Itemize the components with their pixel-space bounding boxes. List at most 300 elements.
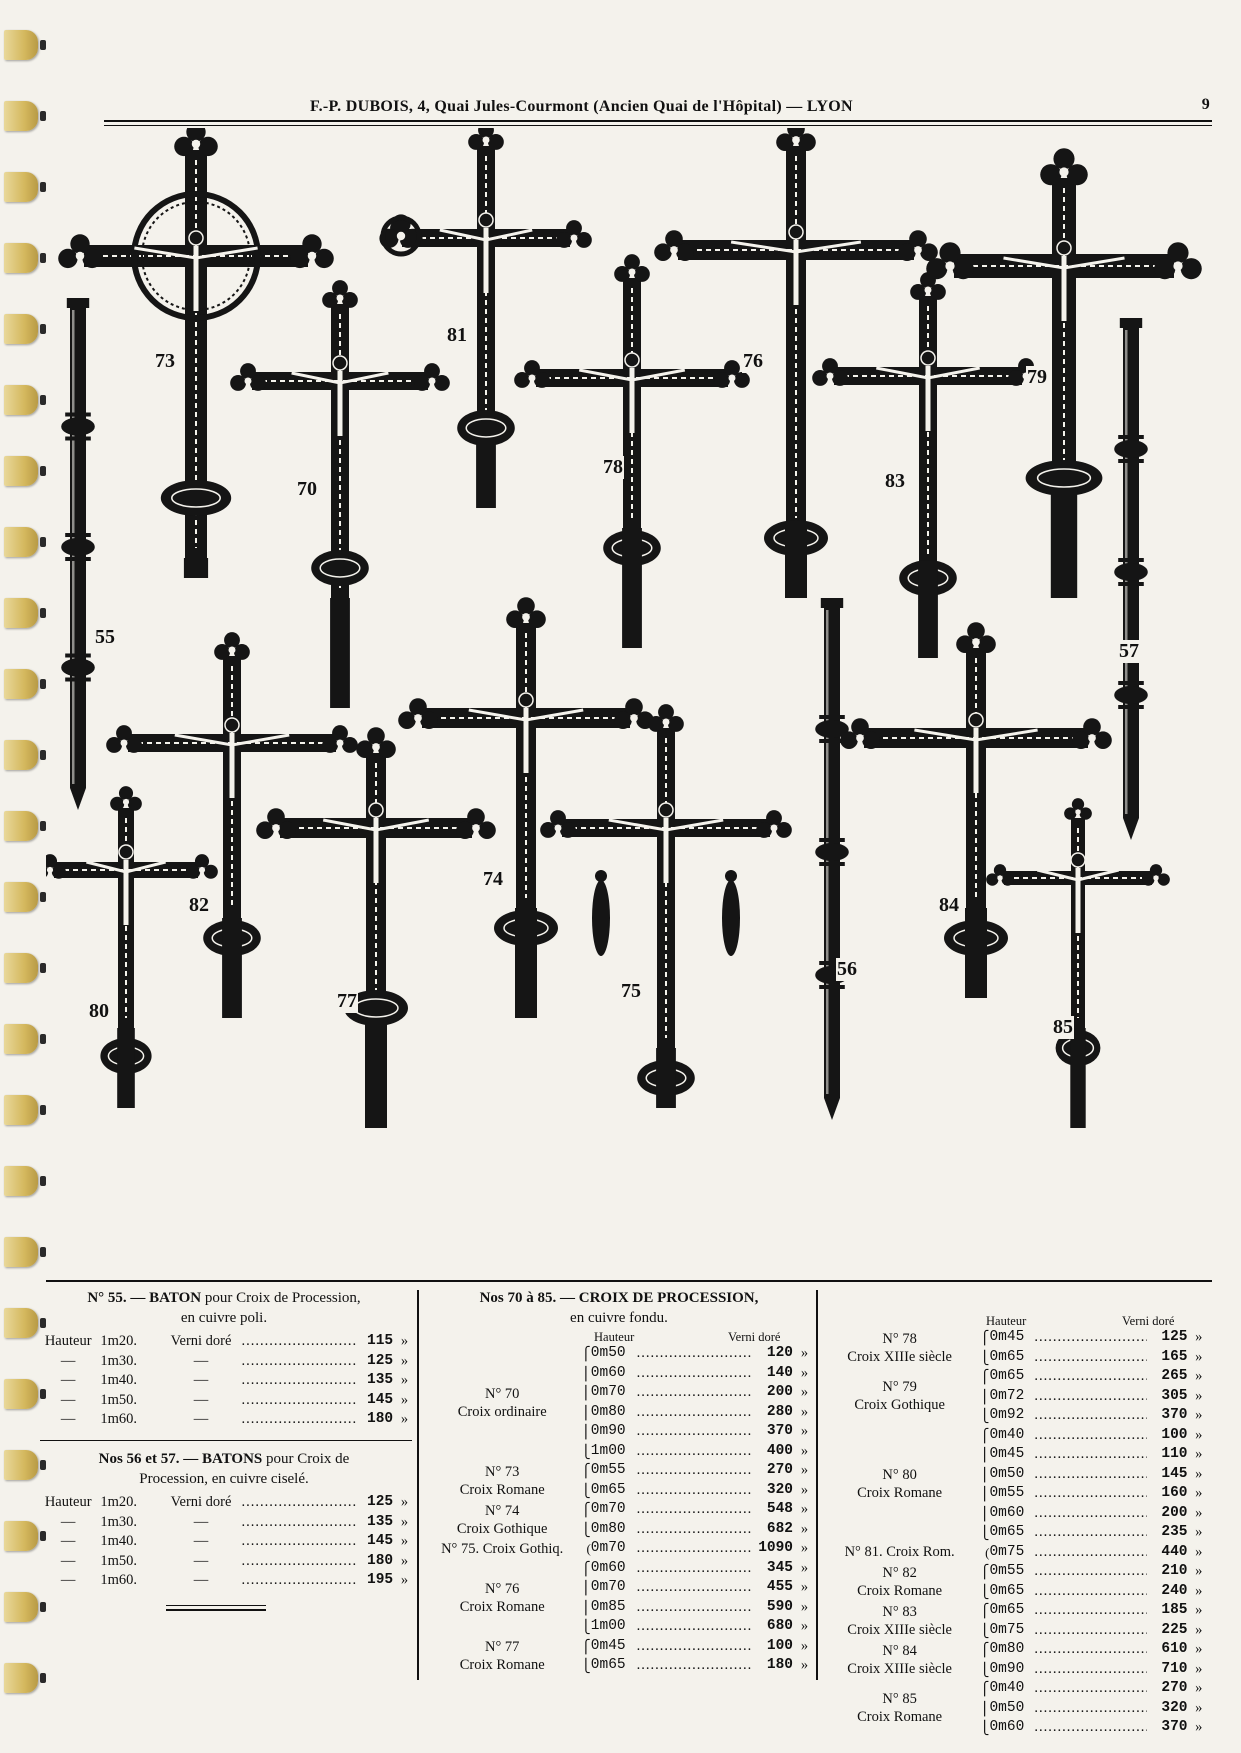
leader-dots [637,1656,752,1676]
brace: ⎪ [979,1700,990,1716]
croix-model-name: N° 80 [882,1467,917,1483]
staff-collar [65,437,91,441]
price-row [36,1532,416,1552]
trefoil-lobe [214,644,230,660]
brace: ⎩ [979,1408,990,1424]
trefoil-lobe [420,711,438,729]
trefoil-lobe [52,865,66,879]
trefoil-lobe [776,133,794,151]
croix-price-row [820,1543,1210,1563]
staff-ferrule [1123,818,1139,840]
trefoil-lobe [812,370,828,386]
binding-ring [4,1095,38,1125]
croix-price-row [820,1367,1210,1387]
batons-cisele-subtitle: Procession, en cuivre ciselé. [139,1471,309,1487]
binding-ring [4,314,38,344]
croix-model-desc: Croix Romane [857,1485,943,1501]
brace: ⎧ [581,1560,591,1576]
trefoil-lobe [356,740,374,758]
croix-unit: » [1195,1680,1203,1697]
brace: ⎪ [581,1404,591,1420]
croix-price: 200 [766,1384,794,1401]
corpus-head [921,351,935,365]
staff-collar [65,678,91,682]
croix-price: 590 [766,1598,794,1615]
croix-unit: » [800,1618,809,1635]
croix-price: 225 [1161,1621,1188,1638]
trefoil-lobe [1158,873,1170,885]
leader-dots [1034,1601,1146,1621]
cross-socket [1051,488,1077,598]
row-unit: » [400,1513,409,1530]
trefoil-lobe [634,266,650,282]
croix-height: 0m45 [989,1329,1025,1346]
croix-height: 0m72 [989,1387,1025,1404]
trefoil-lobe [322,292,338,308]
binding-ring [4,30,38,60]
trefoil-lobe [434,375,450,391]
trefoil-center [856,734,864,742]
brace: ⎩ [979,1720,990,1736]
croix-model-cell [820,1367,979,1426]
staff-collar [1118,582,1144,586]
leader-dots [1034,1406,1146,1426]
row-price: 145 [367,1391,394,1408]
croix-model-desc: Croix XIIIe siècle [847,1348,952,1365]
croix-price: 200 [1161,1504,1188,1521]
trefoil-lobe [840,731,858,749]
croix-column-header [424,1328,814,1344]
cross-socket [117,1028,135,1108]
price-top-rule [46,1280,1212,1282]
trefoil-center [1173,261,1182,270]
row-label: — [60,1572,76,1589]
binding-ring [4,1237,38,1267]
croix-model-name: N° 85 [882,1691,917,1708]
croix-price: 440 [1161,1543,1188,1560]
croix-price: 710 [1161,1660,1188,1677]
croix-unit: » [800,1481,809,1498]
trefoil-lobe [398,711,416,729]
trefoil-lobe [930,284,946,300]
trefoil-lobe [290,249,309,268]
statuette [592,880,610,956]
figure-label-57: 57 [1119,640,1139,662]
brace: ⎧ [581,1638,591,1654]
leader-dots [1034,1621,1146,1641]
leader-dots [1034,1426,1146,1446]
row-price: 115 [367,1333,394,1350]
trefoil-center [192,140,200,148]
croix-price-row [820,1601,1210,1621]
trefoil-center [47,867,53,873]
trefoil-lobe [832,370,848,386]
croix-price: 320 [1161,1699,1188,1716]
trefoil-lobe [256,821,274,839]
figure-label-55: 55 [95,626,115,648]
trefoil-lobe [514,372,530,388]
croix-price: 548 [766,1501,794,1518]
trefoil-lobe [528,610,546,628]
cross-socket [785,528,807,598]
cross-socket [184,558,208,578]
trefoil-lobe [898,243,916,261]
row-height: 1m40. [100,1533,138,1550]
cross-socket [222,918,242,1018]
trefoil-lobe [110,797,124,811]
staff-collar [65,557,91,561]
trefoil-lobe [576,232,592,248]
corpus-head [1071,853,1085,867]
trefoil-lobe [560,822,576,838]
croix-unit: » [800,1384,809,1401]
croix-title [424,1288,814,1308]
trefoil-center [629,269,636,276]
header-rule [104,120,1212,122]
croix-height: 0m50 [989,1465,1025,1482]
col-height-header: Hauteur [594,1330,635,1344]
trefoil-lobe [58,249,77,268]
binding-ring [4,882,38,912]
brace: ⎩ [979,1583,990,1599]
figure-label-81: 81 [447,324,467,346]
row-label: Hauteur [44,1333,92,1350]
brace: ( [586,1541,591,1557]
croix-price-row [424,1539,816,1559]
croix-model-desc: Croix Romane [857,1709,943,1726]
croix-height: 0m60 [590,1559,626,1576]
figure-label-74: 74 [483,868,503,890]
end-double-rule [166,1605,266,1607]
trefoil-lobe [378,740,396,758]
trefoil-lobe [186,865,200,879]
croix-price: 345 [766,1559,794,1576]
croix-model-name: N° 73 [484,1463,520,1480]
croix-height: 0m40 [989,1426,1025,1443]
figure-label-77: 77 [337,990,357,1012]
brace: ⎧ [979,1330,990,1346]
croix-model-name: N° 77 [484,1639,520,1655]
trefoil-lobe [278,821,296,839]
baton-poli-price-table [36,1332,416,1430]
binding-ring [4,101,38,131]
row-finish: — [193,1533,209,1550]
binding-ring [4,1592,38,1622]
column-divider-1 [417,1290,419,1680]
croix-price: 680 [766,1618,794,1635]
croix-price: 400 [766,1442,794,1459]
croix-price: 120 [766,1345,794,1362]
croix-unit: » [800,1442,809,1459]
trefoil-lobe [468,134,484,150]
croix-model-cell [820,1601,979,1640]
trefoil-center [245,378,252,385]
trefoil-center [571,235,578,242]
brace: ⎩ [581,1443,591,1459]
croix-price-table-middle [424,1344,816,1676]
croix-price: 265 [1161,1368,1188,1385]
trefoil-lobe [488,134,504,150]
croix-height: 0m60 [989,1719,1025,1736]
brace: ⎩ [581,1658,591,1674]
leader-dots [242,1493,356,1513]
staff-collar [1118,435,1144,439]
croix-model-desc: Croix XIIIe siècle [847,1660,952,1677]
baton-poli-title-rest: pour Croix de Procession, [201,1290,361,1306]
row-price: 125 [367,1494,394,1511]
trefoil-lobe [614,711,632,729]
figure-label-83: 83 [885,470,905,492]
croix-model-cell [820,1640,979,1679]
croix-model-cell [820,1562,979,1601]
leader-dots [637,1422,752,1442]
trefoil-lobe [734,372,750,388]
corpus-head [225,718,239,732]
column-divider-2 [816,1290,818,1680]
croix-unit: » [800,1637,809,1654]
croix-price-row [424,1461,816,1481]
croix-price: 145 [1161,1465,1188,1482]
trefoil-center [670,246,678,254]
row-unit: » [400,1552,409,1569]
trefoil-center [272,824,280,832]
croix-model-name: N° 79 [882,1379,917,1396]
trefoil-lobe [798,133,816,151]
trefoil-center [1153,875,1158,880]
row-finish: — [193,1411,209,1428]
leader-dots [242,1513,356,1533]
leader-dots [242,1391,356,1411]
binding-ring [4,740,38,770]
croix-subtitle: en cuivre fondu. [570,1310,668,1326]
statuette-head [595,870,607,882]
trefoil-lobe [204,865,218,879]
corpus-head [519,693,533,707]
trefoil-lobe [128,797,142,811]
trefoil-center [76,252,84,260]
trefoil-center [397,232,405,240]
croix-price-row [820,1426,1210,1446]
trefoil-center [229,647,236,654]
trefoil-lobe [174,137,193,156]
brace: ⎪ [581,1365,591,1381]
leader-dots [242,1332,356,1352]
brace: ⎪ [581,1580,591,1596]
staff-ferrule [824,1098,840,1120]
binding-ring [4,811,38,841]
trefoil-lobe [1080,807,1092,819]
binding-hole [40,111,46,121]
corpus-head [369,803,383,817]
staff-collar [1118,705,1144,709]
staff-socket [821,598,843,608]
trefoil-center [997,875,1002,880]
trefoil-lobe [956,635,974,653]
croix-height: 0m65 [989,1368,1025,1385]
trefoil-center [1059,167,1068,176]
staff-collar [819,985,845,989]
cross-socket [656,1048,676,1108]
baton-poli-title-bold: N° 55. — BATON [87,1290,202,1306]
trefoil-lobe [953,258,974,279]
croix-height: 0m55 [590,1462,626,1479]
corpus-head [625,353,639,367]
croix-model-cell [424,1344,580,1461]
croix-price: 305 [1161,1387,1188,1404]
binding-ring [4,1308,38,1338]
corpus-head [479,213,493,227]
row-price: 145 [367,1533,394,1550]
binding-ring [4,1450,38,1480]
row-label: — [60,1513,76,1530]
statuette-head [725,870,737,882]
staff-knot [1114,563,1148,581]
croix-unit: » [800,1403,809,1420]
croix-height: 0m45 [989,1446,1025,1463]
row-height: 1m20. [100,1494,138,1511]
leader-dots [1034,1699,1146,1719]
croix-height: 0m60 [590,1364,626,1381]
brace: ⎪ [581,1385,591,1401]
row-label: — [60,1372,76,1389]
brace: ⎪ [979,1505,990,1521]
brace: ( [985,1544,990,1560]
croix-section-middle [424,1288,814,1676]
croix-unit: » [1195,1602,1203,1619]
cross-socket [622,528,642,648]
croix-price: 180 [766,1657,794,1674]
croix-model-desc: Croix Romane [857,1582,943,1599]
brace: ⎪ [979,1447,990,1463]
batons-cisele-title [36,1449,412,1469]
baton-poli-section [36,1288,412,1611]
leader-dots [242,1532,356,1552]
leader-dots [242,1552,356,1572]
figure-label-79: 79 [1027,366,1047,388]
leader-dots [1034,1543,1146,1563]
price-row [36,1571,416,1591]
croix-price-row [820,1679,1210,1699]
croix-height: 0m45 [590,1637,626,1654]
croix-height: 0m80 [590,1403,626,1420]
cross-socket [918,568,938,658]
croix-price: 100 [1161,1426,1188,1443]
trefoil-lobe [926,258,947,279]
row-price: 135 [367,1513,394,1530]
trefoil-lobe [478,821,496,839]
brace: ⎧ [581,1463,591,1479]
brace: ⎩ [581,1482,591,1498]
staff-collar [819,838,845,842]
statuette [722,880,740,956]
croix-height: 0m92 [989,1407,1025,1424]
croix-model-cell [820,1426,979,1543]
row-height: 1m40. [100,1372,138,1389]
leader-dots [637,1637,752,1657]
trefoil-center [792,136,800,144]
croix-price: 125 [1161,1329,1188,1346]
leader-dots [1034,1504,1146,1524]
trefoil-lobe [1072,731,1090,749]
binding-ring [4,598,38,628]
staff-collar [1118,558,1144,562]
row-unit: » [400,1411,409,1428]
trefoil-center [925,287,932,294]
leader-dots [637,1500,752,1520]
trefoil-lobe [556,232,572,248]
row-finish: — [193,1513,209,1530]
trefoil-lobe [648,716,664,732]
leader-dots [637,1364,752,1384]
staff-collar [1118,681,1144,685]
croix-unit: » [800,1520,809,1537]
croix-price-row [424,1637,816,1657]
croix-price: 210 [1161,1563,1188,1580]
croix-price: 1090 [758,1540,794,1557]
row-height: 1m50. [100,1391,138,1408]
croix-model-cell [424,1559,580,1637]
figure-label-73: 73 [155,350,175,372]
brace: ⎪ [979,1388,990,1404]
croix-height: 0m60 [989,1504,1025,1521]
trefoil-lobe [1002,873,1014,885]
croix-unit: » [1195,1446,1203,1463]
croix-price-row [820,1562,1210,1582]
leader-dots [1034,1523,1146,1543]
leader-dots [242,1352,356,1372]
trefoil-center [121,740,128,747]
croix-height: 0m75 [989,1543,1025,1560]
croix-model-name: N° 76 [484,1580,520,1597]
row-price: 125 [367,1352,394,1369]
row-finish: — [193,1352,209,1369]
croix-model-desc: Croix Gothique [456,1520,548,1537]
row-finish: — [193,1572,209,1589]
staff-knot [61,418,95,436]
trefoil-center [199,867,205,873]
trefoil-lobe [1181,258,1202,279]
croix-section-right [820,1312,1212,1738]
croix-model-name: N° 70 [484,1385,520,1402]
trefoil-lobe [322,737,338,753]
batons-cisele-title-rest: pour Croix de [262,1451,350,1467]
staff-ferrule [70,788,86,810]
row-height: 1m20. [100,1333,138,1350]
row-price: 195 [367,1572,394,1589]
croix-height: 0m70 [590,1579,626,1596]
row-finish: — [193,1552,209,1569]
leader-dots [1034,1718,1146,1738]
row-unit: » [400,1494,409,1511]
trefoil-center [1075,809,1080,814]
croix-model-desc: Croix Romane [459,1598,545,1615]
binding-ring [4,1521,38,1551]
croix-unit: » [800,1657,809,1674]
trefoil-lobe [534,372,550,388]
croix-unit: » [1195,1387,1203,1404]
croix-price-row [424,1500,816,1520]
col-price-header: Verni doré [728,1330,781,1344]
trefoil-center [972,638,980,646]
trefoil-center [771,825,778,832]
staff-collar [819,862,845,866]
croix-height: 0m40 [989,1680,1025,1697]
row-height: 1m60. [100,1411,138,1428]
croix-unit: » [1195,1504,1203,1521]
row-unit: » [400,1372,409,1389]
binding-ring [4,1379,38,1409]
trefoil-lobe [614,266,630,282]
